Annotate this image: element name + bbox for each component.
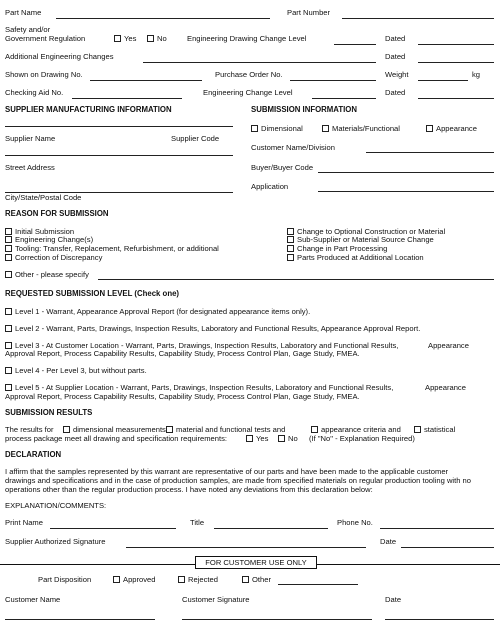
declaration-date-field[interactable] xyxy=(401,547,494,548)
part-disposition-label: Part Disposition xyxy=(38,575,92,584)
part-name-field[interactable] xyxy=(56,18,270,19)
level-5-line2: Approval Report, Process Capability Results, Capability Study, Process Control Plan, Gage Study, FMEA. xyxy=(5,392,360,401)
results-dimensional-checkbox[interactable] xyxy=(63,426,70,433)
level-3-option[interactable]: Level 3 - At Customer Location - Warrant, Parts, Drawings, Inspection Results, Laboratory and Functional Results, xyxy=(5,342,398,351)
customer-name-division-label: Customer Name/Division xyxy=(251,143,335,152)
results-no-checkbox[interactable] xyxy=(278,435,285,442)
sub-supplier-checkbox[interactable] xyxy=(287,236,294,243)
level-3-appearance-word: Appearance xyxy=(428,341,469,350)
appearance-checkbox[interactable] xyxy=(426,125,433,132)
dated-label-3: Dated xyxy=(385,88,406,97)
street-address-label: Street Address xyxy=(5,163,55,172)
part-processing-checkbox[interactable] xyxy=(287,245,294,252)
print-name-label: Print Name xyxy=(5,518,43,527)
other-checkbox[interactable] xyxy=(5,271,12,278)
additional-eng-changes-label: Additional Engineering Changes xyxy=(5,52,114,61)
results-section-title: SUBMISSION RESULTS xyxy=(5,408,93,417)
shown-on-drawing-field[interactable] xyxy=(90,80,202,81)
declaration-line-1: I affirm that the samples represented by this warrant are representative of our parts and have been made to the applicable customer xyxy=(5,467,449,476)
supplier-section-title: SUPPLIER MANUFACTURING INFORMATION xyxy=(5,105,172,114)
level-5-checkbox[interactable] xyxy=(5,384,12,391)
dated-field-2[interactable] xyxy=(418,62,494,63)
weight-label: Weight xyxy=(385,70,409,79)
tooling-checkbox[interactable] xyxy=(5,245,12,252)
title-label: Title xyxy=(190,518,205,527)
shown-on-drawing-label: Shown on Drawing No. xyxy=(5,70,83,79)
declaration-line-3: operations other than the regular production process. I have noted any deviations from this declaration below: xyxy=(5,485,373,494)
level-4-checkbox[interactable] xyxy=(5,367,12,374)
customer-signature-field[interactable] xyxy=(182,619,372,620)
approved-option[interactable]: Approved xyxy=(113,576,156,585)
supplier-name-label: Supplier Name xyxy=(5,134,56,143)
customer-other-checkbox[interactable] xyxy=(242,576,249,583)
results-statistical-checkbox[interactable] xyxy=(414,426,421,433)
part-number-field[interactable] xyxy=(342,18,494,19)
explanation-label: EXPLANATION/COMMENTS: xyxy=(5,501,107,510)
materials-functional-checkbox[interactable] xyxy=(322,125,329,132)
reason-left-3[interactable]: Correction of Discrepancy xyxy=(5,254,102,263)
supplier-signature-field[interactable] xyxy=(126,547,366,548)
reason-right-1[interactable]: Sub-Supplier or Material Source Change xyxy=(287,236,434,245)
dated-label-2: Dated xyxy=(385,52,406,61)
customer-use-only-box: FOR CUSTOMER USE ONLY xyxy=(195,556,317,569)
customer-date-field[interactable] xyxy=(385,619,494,620)
safety-yes-option[interactable]: Yes xyxy=(114,35,136,44)
eng-change-level-label: Engineering Change Level xyxy=(203,88,293,97)
customer-other-field[interactable] xyxy=(278,584,358,585)
results-dimensional-option[interactable]: dimensional measurements xyxy=(63,426,166,435)
additional-eng-changes-field[interactable] xyxy=(143,62,376,63)
phone-label: Phone No. xyxy=(337,518,373,527)
customer-date-label: Date xyxy=(385,595,402,604)
level-3-line2: Approval Report, Process Capability Results, Capability Study, Process Control Plan, Gage Study, FMEA. xyxy=(5,349,360,358)
level-1-option[interactable]: Level 1 - Warrant, Appearance Approval Report (for designated appearance items only). xyxy=(5,308,310,317)
results-explanation-note: (If "No" - Explanation Required) xyxy=(309,434,415,443)
results-appearance-checkbox[interactable] xyxy=(311,426,318,433)
results-line2: process package meet all drawing and specification requirements: xyxy=(5,434,228,443)
correction-checkbox[interactable] xyxy=(5,254,12,261)
dated-field-3[interactable] xyxy=(418,98,494,99)
eng-drawing-change-level-field[interactable] xyxy=(334,44,376,45)
level-5-option[interactable]: Level 5 - At Supplier Location - Warrant, Parts, Drawings, Inspection Results, Laboratory and Functional Results, xyxy=(5,384,393,393)
dimensional-checkbox[interactable] xyxy=(251,125,258,132)
reason-right-0[interactable]: Change to Optional Construction or Material xyxy=(287,228,445,237)
level-5-appearance-word: Appearance xyxy=(425,383,466,392)
dated-field-1[interactable] xyxy=(418,44,494,45)
approved-checkbox[interactable] xyxy=(113,576,120,583)
rejected-checkbox[interactable] xyxy=(178,576,185,583)
supplier-name-field[interactable] xyxy=(5,126,233,127)
results-material-checkbox[interactable] xyxy=(166,426,173,433)
safety-no-option[interactable]: No xyxy=(147,35,167,44)
reason-left-2[interactable]: Tooling: Transfer, Replacement, Refurbishment, or additional xyxy=(5,245,219,254)
safety-label-line2: Government Regulation xyxy=(5,34,86,43)
application-field[interactable] xyxy=(318,191,494,192)
declaration-date-label: Date xyxy=(380,537,397,546)
safety-label-line1: Safety and/or xyxy=(5,25,51,34)
purchase-order-field[interactable] xyxy=(290,80,376,81)
eng-drawing-change-level-label: Engineering Drawing Change Level xyxy=(187,34,307,43)
customer-name-field[interactable] xyxy=(5,619,155,620)
reason-other[interactable]: Other - please specify xyxy=(5,271,89,280)
purchase-order-label: Purchase Order No. xyxy=(215,70,283,79)
customer-signature-label: Customer Signature xyxy=(182,595,250,604)
part-number-label: Part Number xyxy=(287,8,331,17)
level-2-option[interactable]: Level 2 - Warrant, Parts, Drawings, Inspection Results, Laboratory and Functional Results, Appearance Approval Report. xyxy=(5,325,420,334)
initial-submission-checkbox[interactable] xyxy=(5,228,12,235)
supplier-signature-label: Supplier Authorized Signature xyxy=(5,537,106,546)
eng-change-level-field[interactable] xyxy=(312,98,376,99)
checking-aid-label: Checking Aid No. xyxy=(5,88,64,97)
reason-left-1[interactable]: Engineering Change(s) xyxy=(5,236,93,245)
declaration-section-title: DECLARATION xyxy=(5,450,62,459)
kg-unit-label: kg xyxy=(472,70,481,79)
title-field[interactable] xyxy=(214,528,328,529)
results-for-label: The results for xyxy=(5,425,54,434)
buyer-code-field[interactable] xyxy=(318,172,494,173)
level-4-option[interactable]: Level 4 - Per Level 3, but without parts. xyxy=(5,367,147,376)
levels-section-title: REQUESTED SUBMISSION LEVEL (Check one) xyxy=(5,289,180,298)
level-3-checkbox[interactable] xyxy=(5,342,12,349)
part-name-label: Part Name xyxy=(5,8,42,17)
results-yes-option[interactable]: Yes xyxy=(246,435,268,444)
dated-label-1: Dated xyxy=(385,34,406,43)
safety-yes-checkbox[interactable] xyxy=(114,35,121,42)
reason-section-title: REASON FOR SUBMISSION xyxy=(5,209,109,218)
level-2-checkbox[interactable] xyxy=(5,325,12,332)
reason-right-2[interactable]: Change in Part Processing xyxy=(287,245,387,254)
customer-name-division-field[interactable] xyxy=(366,152,494,153)
level-1-checkbox[interactable] xyxy=(5,308,12,315)
results-yes-checkbox[interactable] xyxy=(246,435,253,442)
dimensional-option[interactable]: Dimensional xyxy=(251,125,303,134)
engineering-changes-checkbox[interactable] xyxy=(5,236,12,243)
results-appearance-option[interactable]: appearance criteria and xyxy=(311,426,401,435)
supplier-code-label: Supplier Code xyxy=(171,134,220,143)
customer-name-label: Customer Name xyxy=(5,595,61,604)
supplier-top-field[interactable] xyxy=(5,155,233,156)
additional-location-checkbox[interactable] xyxy=(287,254,294,261)
application-label: Application xyxy=(251,182,289,191)
results-material-option[interactable]: material and functional tests and xyxy=(166,426,285,435)
declaration-line-2: drawings and specifications and in the case of production samples, are made from specified materials on regular production tooling with no xyxy=(5,476,472,485)
customer-other-option[interactable]: Other xyxy=(242,576,271,585)
city-label: City/State/Postal Code xyxy=(5,193,82,202)
buyer-code-label: Buyer/Buyer Code xyxy=(251,163,314,172)
results-no-option[interactable]: No xyxy=(278,435,298,444)
weight-field[interactable] xyxy=(418,80,468,81)
phone-field[interactable] xyxy=(380,528,494,529)
print-name-field[interactable] xyxy=(50,528,176,529)
materials-functional-option[interactable]: Materials/Functional xyxy=(322,125,400,134)
rejected-option[interactable]: Rejected xyxy=(178,576,218,585)
reason-right-3[interactable]: Parts Produced at Additional Location xyxy=(287,254,424,263)
checking-aid-field[interactable] xyxy=(72,98,182,99)
reason-left-0[interactable]: Initial Submission xyxy=(5,228,74,237)
safety-no-checkbox[interactable] xyxy=(147,35,154,42)
other-specify-field[interactable] xyxy=(98,279,494,280)
optional-construction-checkbox[interactable] xyxy=(287,228,294,235)
results-statistical-option[interactable]: statistical xyxy=(414,426,455,435)
appearance-option[interactable]: Appearance xyxy=(426,125,477,134)
submission-info-title: SUBMISSION INFORMATION xyxy=(251,105,357,114)
